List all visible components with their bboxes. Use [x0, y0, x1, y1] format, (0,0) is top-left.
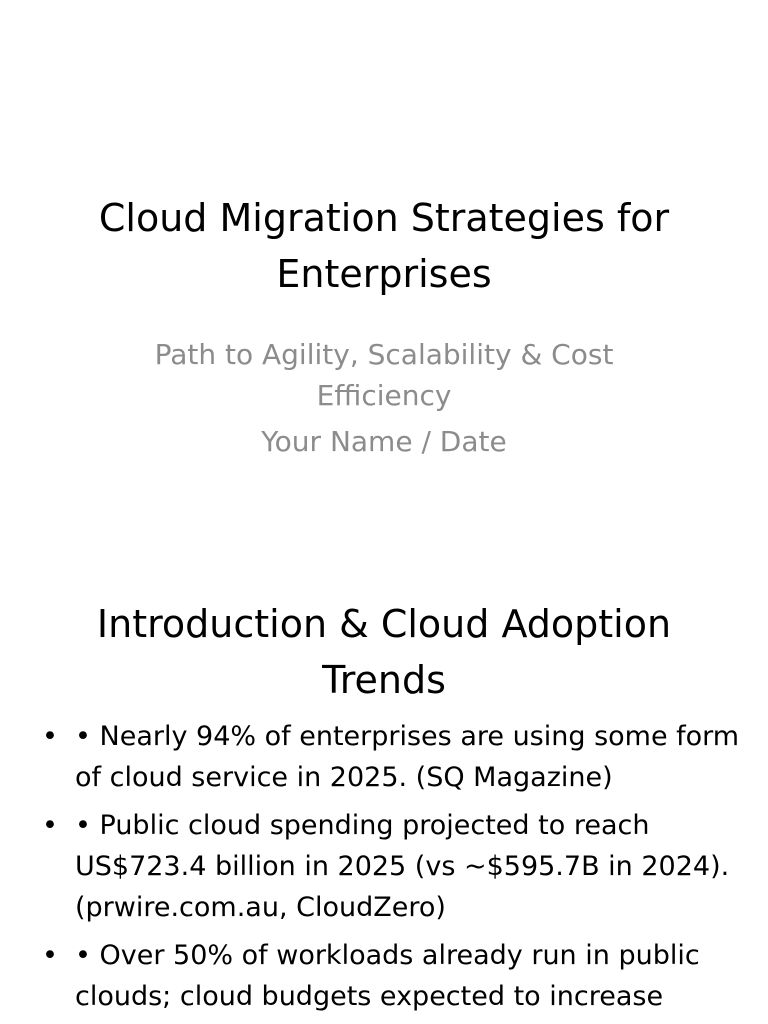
slide-subtitle: Path to Agility, Scalability & Cost Efficiency: [154, 338, 614, 412]
content-slide: [0, 576, 768, 1024]
bullet-marker: •: [42, 940, 58, 971]
bullet-list: [38, 716, 748, 1024]
list-item: [38, 935, 748, 1017]
list-item: [38, 716, 748, 798]
bullet-marker: •: [42, 810, 58, 841]
bullet-text: • Nearly 94% of enterprises are using some form of cloud service in 2025. (SQ Magazine): [75, 721, 740, 793]
bullet-text: • Over 50% of workloads already run in public clouds; cloud budgets expected to increase: [75, 940, 700, 1012]
slide-title: Introduction & Cloud Adoption Trends: [96, 602, 672, 702]
slide-title: Cloud Migration Strategies for Enterprises: [98, 196, 670, 296]
author-date-line: Your Name / Date: [261, 425, 507, 458]
list-item: [38, 805, 748, 928]
bullet-text: • Public cloud spending projected to reach US$723.4 billion in 2025 (vs ~$595.7B in 2024). (prwire.com.au, CloudZero): [75, 810, 730, 923]
bullet-marker: •: [42, 721, 58, 752]
